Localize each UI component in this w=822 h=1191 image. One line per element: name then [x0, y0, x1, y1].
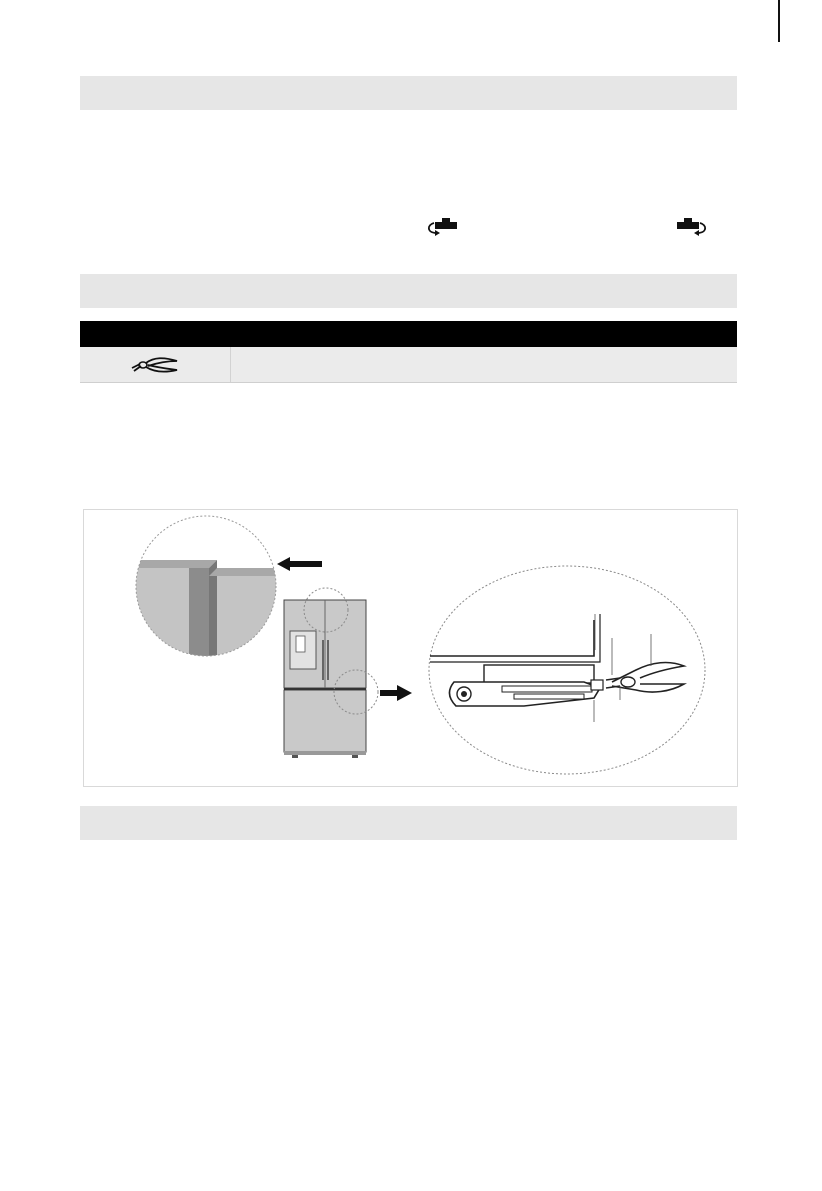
figure-box	[83, 509, 738, 787]
hinge-adjustment-detail	[429, 566, 705, 774]
arrow-left-icon	[277, 557, 322, 571]
tool-description-cell	[231, 347, 737, 382]
section-header-bar-3	[80, 806, 737, 840]
tool-table	[80, 321, 737, 383]
section-header-bar-1	[80, 76, 737, 110]
pliers-icon	[130, 354, 180, 376]
tool-table-row	[80, 347, 737, 383]
tool-table-header	[80, 321, 737, 347]
rotate-clockwise-icon	[675, 217, 709, 237]
section-header-bar-2	[80, 274, 737, 308]
tool-icon-cell	[80, 347, 231, 382]
arrow-right-icon	[380, 685, 412, 701]
refrigerator-illustration	[284, 588, 378, 758]
rotate-counterclockwise-icon	[425, 217, 459, 237]
page-corner-mark	[778, 0, 780, 42]
door-alignment-illustration	[84, 510, 737, 786]
